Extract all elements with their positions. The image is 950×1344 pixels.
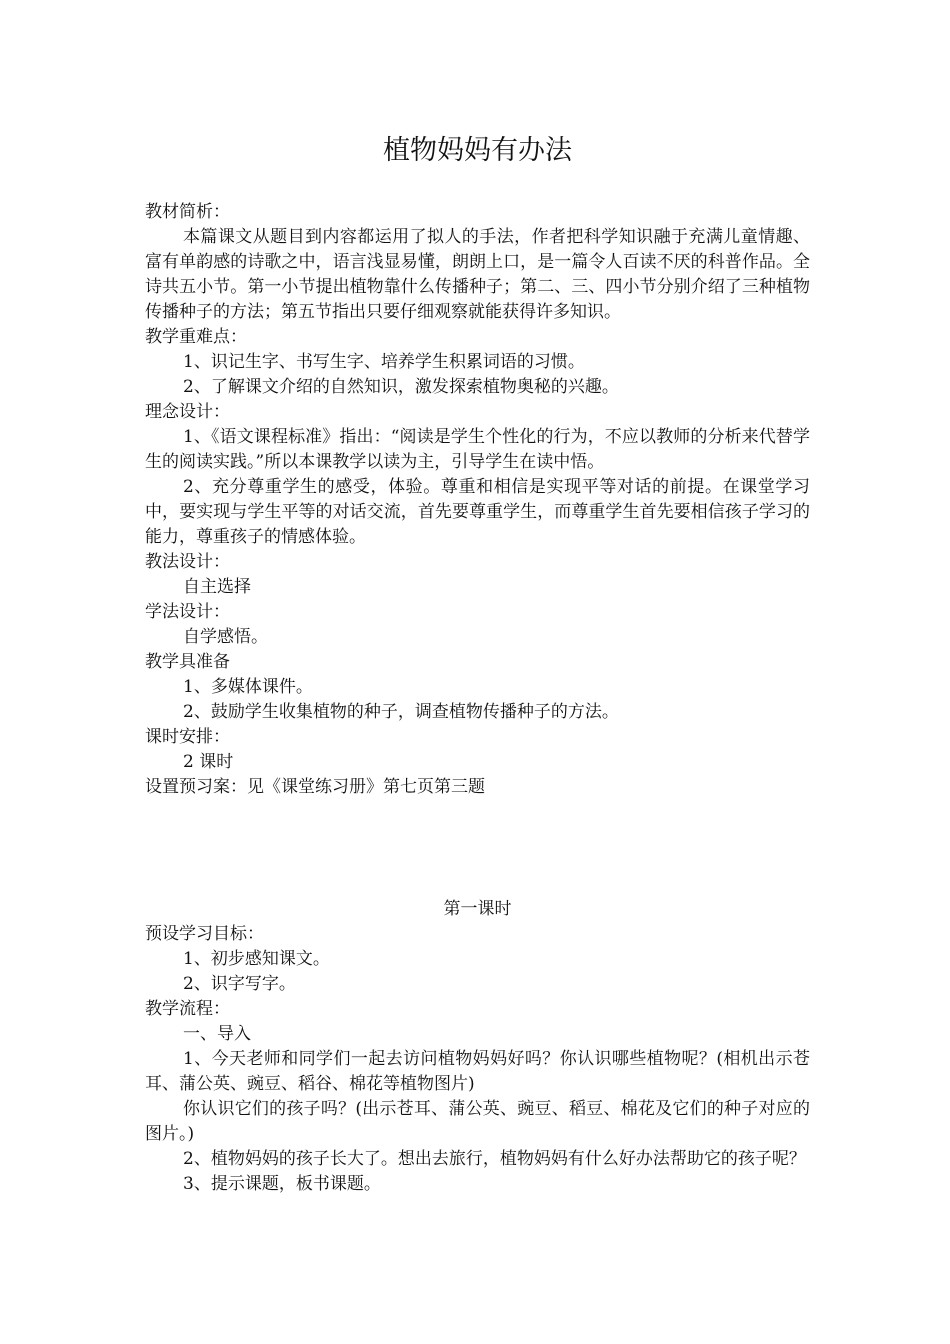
goals-heading: 预设学习目标： [145, 924, 264, 944]
learning-method-text: 自学感悟。 [183, 627, 268, 647]
preview-line: 设置预习案：见《课堂练习册》第七页第三题 [145, 777, 485, 797]
learning-method-heading: 学法设计： [145, 602, 230, 622]
goal-item: 1、初步感知课文。 [183, 949, 330, 969]
process-heading: 教学流程： [145, 999, 230, 1019]
concept-item: 1、《语文课程标准》指出：“阅读是学生个性化的行为，不应以教师的分析来代替学生的阅读实践。”所以本课教学以读为主，引导学生在读中悟。 [145, 427, 810, 472]
step-item: 3、提示课题，板书课题。 [183, 1174, 381, 1194]
step-item: 2、植物妈妈的孩子长大了。想出去旅行，植物妈妈有什么好办法帮助它的孩子呢？ [183, 1149, 806, 1169]
lesson-one-title: 第一课时 [443, 899, 512, 919]
lesson-plan-overview [145, 200, 810, 800]
step-item: 你认识它们的孩子吗？(出示苍耳、蒲公英、豌豆、稻豆、棉花及它们的种子对应的图片。) [145, 1099, 810, 1144]
concept-item: 2、充分尊重学生的感受，体验。尊重和相信是实现平等对话的前提。在课堂学习中，要实现与学生平等的对话交流，首先要尊重学生，而尊重学生首先要相信孩子学习的能力，尊重孩子的情感体验。 [145, 477, 810, 547]
key-point-item: 1、识记生字、书写生字、培养学生积累词语的习惯。 [183, 352, 585, 372]
preparation-heading: 教学具准备 [145, 652, 230, 672]
concept-heading: 理念设计： [145, 402, 230, 422]
key-points-heading: 教学重难点： [145, 327, 247, 347]
preparation-item: 1、多媒体课件。 [183, 677, 313, 697]
schedule-text: 2 课时 [183, 752, 234, 772]
step-heading: 一、导入 [183, 1024, 251, 1044]
goal-item: 2、识字写字。 [183, 974, 296, 994]
teaching-method-heading: 教法设计： [145, 552, 230, 572]
key-point-item: 2、了解课文介绍的自然知识，激发探索植物奥秘的兴趣。 [183, 377, 619, 397]
document-title: 植物妈妈有办法 [383, 135, 572, 166]
teaching-method-text: 自主选择 [183, 577, 251, 597]
intro-heading: 教材简析： [145, 202, 230, 222]
step-item: 1、今天老师和同学们一起去访问植物妈妈好吗？你认识哪些植物呢？(相机出示苍耳、蒲公英、豌豆、稻谷、棉花等植物图片) [145, 1049, 810, 1094]
lesson-one-section [145, 897, 810, 1197]
preparation-item: 2、鼓励学生收集植物的种子，调查植物传播种子的方法。 [183, 702, 619, 722]
intro-paragraph: 本篇课文从题目到内容都运用了拟人的手法，作者把科学知识融于充满儿童情趣、富有单韵感的诗歌之中，语言浅显易懂，朗朗上口，是一篇令人百读不厌的科普作品。全诗共五小节。第一小节提出植物靠什么传播种子；第二、三、四小节分别介绍了三种植物传播种子的方法；第五节指出只要仔细观察就能获得许多知识。 [145, 227, 810, 322]
schedule-heading: 课时安排： [145, 727, 230, 747]
